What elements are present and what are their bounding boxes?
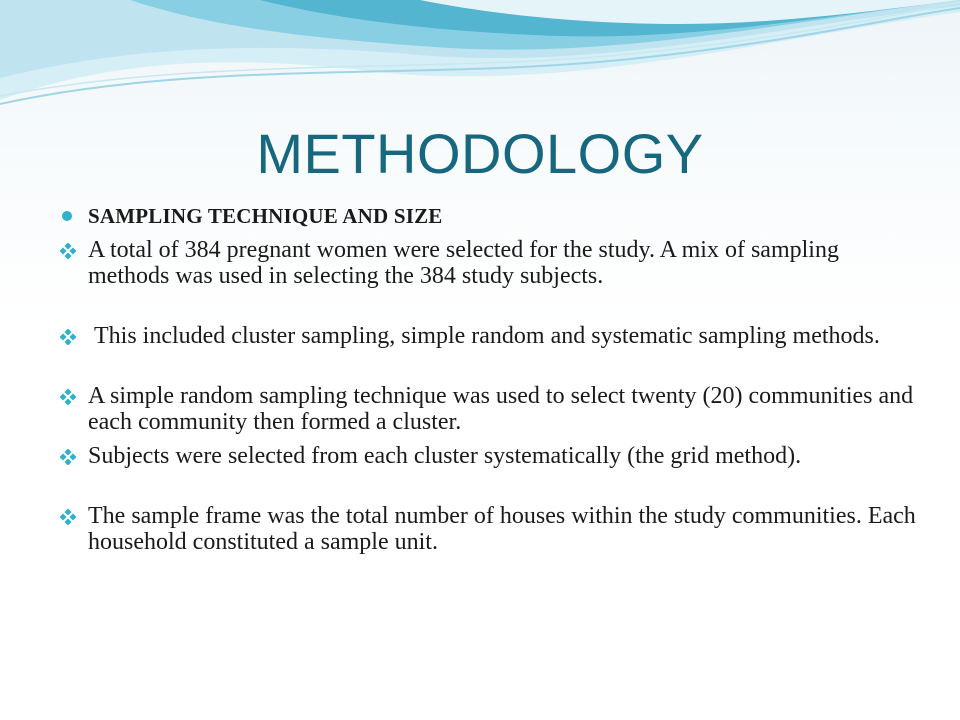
- bullet-text: This included cluster sampling, simple random and systematic sampling methods.: [88, 323, 880, 349]
- list-item: [60, 323, 920, 349]
- slide-title: METHODOLOGY: [256, 122, 704, 185]
- wave-decoration: [0, 0, 960, 120]
- heading-item: [60, 203, 920, 229]
- diamond-cluster-bullet-icon: [60, 509, 76, 525]
- diamond-cluster-bullet-icon: [60, 389, 76, 405]
- bullet-text: Subjects were selected from each cluster systematically (the grid method).: [88, 443, 802, 469]
- bullet-text: A total of 384 pregnant women were selected for the study. A mix of sampling methods was used in selecting the 384 study subjects.: [88, 237, 839, 289]
- bullet-text: The sample frame was the total number of houses within the study communities. Each household constituted a sample unit.: [88, 503, 916, 555]
- slide-content: [60, 203, 920, 555]
- list-item: [60, 503, 920, 555]
- list-item: [60, 237, 920, 289]
- section-heading: SAMPLING TECHNIQUE AND SIZE: [88, 204, 443, 228]
- list-item: [60, 443, 920, 469]
- bullet-text: A simple random sampling technique was used to select twenty (20) communities and each community then formed a cluster.: [88, 383, 914, 435]
- circle-bullet-icon: [62, 211, 72, 221]
- diamond-cluster-bullet-icon: [60, 329, 76, 345]
- list-item: [60, 383, 920, 435]
- diamond-cluster-bullet-icon: [60, 449, 76, 465]
- diamond-cluster-bullet-icon: [60, 243, 76, 259]
